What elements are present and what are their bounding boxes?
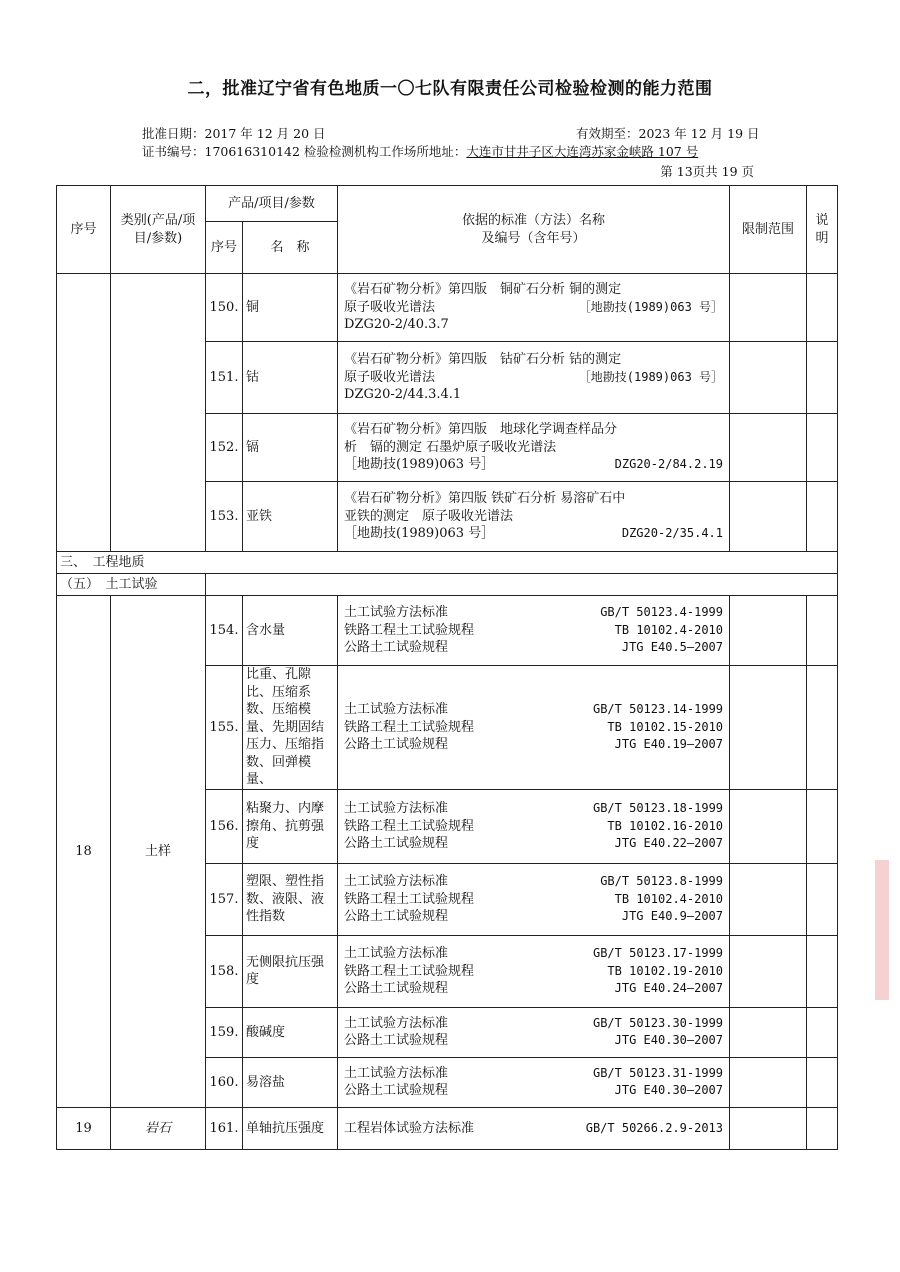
group-seq: 18 bbox=[57, 596, 111, 1108]
note-cell bbox=[807, 789, 838, 863]
category-cell-empty bbox=[111, 274, 206, 552]
page-info: 第 13页共 19 页 bbox=[660, 164, 754, 179]
standard-code: JTG E40.9—2007 bbox=[621, 909, 724, 924]
standard-name: 公路土工试验规程 bbox=[344, 640, 449, 656]
standard-code: GB/T 50123.8-1999 bbox=[600, 874, 724, 888]
standard-line bbox=[344, 456, 723, 474]
standard-line bbox=[344, 299, 723, 317]
header-row-1 bbox=[57, 186, 838, 222]
standard-line bbox=[344, 1082, 723, 1100]
standard-line bbox=[344, 1032, 723, 1050]
header-name: 名 称 bbox=[243, 222, 338, 274]
standard-name: 工程岩体试验方法标准 bbox=[344, 1120, 475, 1136]
standard-name: 土工试验方法标准 bbox=[344, 1065, 449, 1081]
item-number: 150. bbox=[206, 274, 243, 342]
item-number: 156. bbox=[206, 789, 243, 863]
section-engineering-geology: 三、 工程地质 bbox=[57, 552, 838, 574]
subsection-blank bbox=[206, 574, 838, 596]
limit-cell bbox=[730, 414, 807, 482]
standard-code: GB/T 50123.17-1999 bbox=[592, 946, 724, 960]
item-number: 158. bbox=[206, 935, 243, 1007]
item-name: 钴 bbox=[243, 342, 338, 414]
note-cell bbox=[807, 596, 838, 666]
limit-cell bbox=[730, 789, 807, 863]
item-name: 含水量 bbox=[243, 596, 338, 666]
note-cell bbox=[807, 935, 838, 1007]
standard-name: 铁路工程土工试验规程 bbox=[344, 622, 475, 638]
valid-until: 有效期至：2023 年 12 月 19 日 bbox=[576, 126, 760, 141]
standard-name: DZG20-2/44.3.4.1 bbox=[344, 387, 462, 403]
standard-cell bbox=[338, 274, 730, 342]
standard-name: 土工试验方法标准 bbox=[344, 946, 449, 961]
note-cell bbox=[807, 666, 838, 790]
note-cell bbox=[807, 1107, 838, 1149]
note-cell bbox=[807, 1007, 838, 1057]
note-cell bbox=[807, 1057, 838, 1107]
item-number: 160. bbox=[206, 1057, 243, 1107]
standard-name: ［地勘技(1989)063 号］ bbox=[344, 526, 495, 542]
standard-name: 《岩石矿物分析》第四版 地球化学调查样品分 bbox=[344, 422, 618, 438]
standard-name: DZG20-2/40.3.7 bbox=[344, 317, 449, 333]
standard-name: 析 镉的测定 石墨炉原子吸收光谱法 bbox=[344, 439, 557, 455]
header-product: 产品/项目/参数 bbox=[206, 186, 338, 222]
standard-code: JTG E40.30—2007 bbox=[614, 1083, 724, 1098]
stamp-edge-mark bbox=[875, 860, 889, 1000]
standard-line bbox=[344, 873, 723, 891]
standard-name: 公路土工试验规程 bbox=[344, 981, 449, 997]
standard-name: 公路土工试验规程 bbox=[344, 1033, 449, 1049]
item-name: 铜 bbox=[243, 274, 338, 342]
standard-code: GB/T 50123.4-1999 bbox=[600, 605, 724, 620]
standard-cell bbox=[338, 596, 730, 666]
limit-cell bbox=[730, 482, 807, 552]
group-category: 岩石 bbox=[111, 1107, 206, 1149]
standard-name: 土工试验方法标准 bbox=[344, 874, 449, 889]
standard-line bbox=[344, 701, 723, 719]
standard-line bbox=[344, 963, 723, 981]
note-cell bbox=[807, 274, 838, 342]
standard-line bbox=[344, 980, 723, 998]
standard-cell bbox=[338, 414, 730, 482]
limit-cell bbox=[730, 596, 807, 666]
header-sub-seq: 序号 bbox=[206, 222, 243, 274]
standard-code: DZG20-2/35.4.1 bbox=[621, 526, 724, 541]
group-seq: 19 bbox=[57, 1107, 111, 1149]
item-name: 粘聚力、内摩擦角、抗剪强度 bbox=[243, 789, 338, 863]
item-number: 152. bbox=[206, 414, 243, 482]
standard-name: 原子吸收光谱法 bbox=[344, 369, 436, 385]
note-cell bbox=[807, 414, 838, 482]
standard-code: GB/T 50123.31-1999 bbox=[592, 1065, 724, 1080]
standard-code: TB 10102.4-2010 bbox=[614, 622, 724, 637]
standard-name: 《岩石矿物分析》第四版 铜矿石分析 铜的测定 bbox=[344, 282, 622, 298]
standard-line bbox=[344, 908, 723, 926]
standard-line bbox=[344, 818, 723, 836]
standard-code: ［地勘技(1989)063 号］ bbox=[578, 299, 724, 314]
standard-line bbox=[344, 604, 723, 622]
item-name: 比重、孔隙比、压缩系数、压缩模量、先期固结压力、压缩指数、回弹模量、 bbox=[243, 666, 338, 790]
standard-name: 铁路工程土工试验规程 bbox=[344, 963, 475, 979]
standard-line bbox=[344, 525, 723, 543]
standard-name: 《岩石矿物分析》第四版 钴矿石分析 钴的测定 bbox=[344, 352, 622, 368]
standard-code: JTG E40.5—2007 bbox=[621, 640, 724, 655]
note-cell bbox=[807, 863, 838, 935]
standard-line bbox=[344, 639, 723, 657]
standard-cell bbox=[338, 935, 730, 1007]
item-number: 159. bbox=[206, 1007, 243, 1057]
standard-name: 铁路工程土工试验规程 bbox=[344, 818, 475, 834]
limit-cell bbox=[730, 1057, 807, 1107]
standard-code: GB/T 50123.18-1999 bbox=[592, 801, 724, 815]
standard-line bbox=[344, 490, 723, 508]
standard-code: JTG E40.19—2007 bbox=[614, 737, 724, 752]
standard-line bbox=[344, 800, 723, 818]
standard-code: GB/T 50123.14-1999 bbox=[592, 702, 724, 717]
standard-name: 土工试验方法标准 bbox=[344, 801, 449, 816]
note-cell bbox=[807, 482, 838, 552]
standard-line bbox=[344, 891, 723, 909]
standard-line bbox=[344, 386, 723, 404]
header-category: 类别(产品/项目/参数) bbox=[111, 186, 206, 274]
standard-code: JTG E40.30—2007 bbox=[614, 1033, 724, 1048]
standard-line bbox=[344, 281, 723, 299]
standard-name: 公路土工试验规程 bbox=[344, 1083, 449, 1099]
note-cell bbox=[807, 342, 838, 414]
table-row bbox=[57, 596, 838, 666]
header-limit: 限制范围 bbox=[730, 186, 807, 274]
item-number: 161. bbox=[206, 1107, 243, 1149]
standard-name: 亚铁的测定 原子吸收光谱法 bbox=[344, 508, 514, 524]
standard-code: TB 10102.15-2010 bbox=[607, 719, 724, 734]
standard-cell bbox=[338, 482, 730, 552]
standard-cell bbox=[338, 1007, 730, 1057]
standard-name: ［地勘技(1989)063 号］ bbox=[344, 457, 495, 473]
approval-date: 批准日期：2017 年 12 月 20 日 bbox=[142, 126, 326, 141]
standard-code: DZG20-2/84.2.19 bbox=[614, 457, 724, 472]
item-name: 镉 bbox=[243, 414, 338, 482]
table-row bbox=[57, 1107, 838, 1149]
header-standard-line2: 及编号（含年号） bbox=[481, 230, 586, 246]
limit-cell bbox=[730, 666, 807, 790]
item-number: 154. bbox=[206, 596, 243, 666]
item-name: 无侧限抗压强度 bbox=[243, 935, 338, 1007]
standard-line bbox=[344, 719, 723, 737]
header-standard bbox=[338, 186, 730, 274]
cert-prefix: 证书编号：170616310142 检验检测机构工作场所地址： bbox=[142, 144, 467, 159]
group-category: 土样 bbox=[111, 596, 206, 1108]
limit-cell bbox=[730, 342, 807, 414]
standard-line bbox=[344, 622, 723, 640]
item-number: 157. bbox=[206, 863, 243, 935]
item-number: 153. bbox=[206, 482, 243, 552]
standard-cell bbox=[338, 342, 730, 414]
standard-code: TB 10102.19-2010 bbox=[607, 963, 724, 978]
standard-line bbox=[344, 1065, 723, 1083]
header-seq: 序号 bbox=[57, 186, 111, 274]
standard-name: 公路土工试验规程 bbox=[344, 836, 449, 852]
standard-line bbox=[344, 1120, 723, 1138]
standard-line bbox=[344, 508, 723, 526]
standard-cell bbox=[338, 863, 730, 935]
table-row bbox=[57, 274, 838, 342]
limit-cell bbox=[730, 935, 807, 1007]
standard-line bbox=[344, 736, 723, 754]
item-name: 单轴抗压强度 bbox=[243, 1107, 338, 1149]
standard-line bbox=[344, 439, 723, 457]
standard-name: 原子吸收光谱法 bbox=[344, 299, 436, 315]
standard-code: GB/T 50266.2.9-2013 bbox=[585, 1120, 724, 1135]
standard-name: 土工试验方法标准 bbox=[344, 702, 449, 718]
item-number: 155. bbox=[206, 666, 243, 790]
subsection-row bbox=[57, 574, 838, 596]
standard-line bbox=[344, 369, 723, 387]
item-name: 塑限、塑性指数、液限、液性指数 bbox=[243, 863, 338, 935]
standard-code: JTG E40.24—2007 bbox=[614, 981, 724, 996]
certificate-line bbox=[142, 142, 698, 160]
standard-code: TB 10102.4-2010 bbox=[614, 891, 724, 906]
standard-cell bbox=[338, 1057, 730, 1107]
standard-name: 《岩石矿物分析》第四版 铁矿石分析 易溶矿石中 bbox=[344, 491, 626, 507]
standard-cell bbox=[338, 1107, 730, 1149]
standard-line bbox=[344, 316, 723, 334]
standard-name: 土工试验方法标准 bbox=[344, 605, 449, 621]
address: 大连市甘井子区大连湾苏家金峡路 107 号 bbox=[466, 144, 699, 159]
standard-name: 公路土工试验规程 bbox=[344, 909, 449, 925]
standard-line bbox=[344, 1015, 723, 1033]
item-name: 酸碱度 bbox=[243, 1007, 338, 1057]
standard-cell bbox=[338, 666, 730, 790]
standard-line bbox=[344, 835, 723, 853]
standard-code: GB/T 50123.30-1999 bbox=[592, 1015, 724, 1030]
seq-cell-empty bbox=[57, 274, 111, 552]
standard-name: 铁路工程土工试验规程 bbox=[344, 719, 475, 735]
limit-cell bbox=[730, 1007, 807, 1057]
page-title: 二，批准辽宁省有色地质一〇七队有限责任公司检验检测的能力范围 bbox=[187, 79, 713, 99]
standard-name: 公路土工试验规程 bbox=[344, 737, 449, 753]
header-standard-line1: 依据的标准（方法）名称 bbox=[462, 212, 606, 228]
standard-line bbox=[344, 945, 723, 963]
standard-cell bbox=[338, 789, 730, 863]
limit-cell bbox=[730, 274, 807, 342]
capability-table bbox=[56, 185, 838, 1150]
limit-cell bbox=[730, 1107, 807, 1149]
item-name: 亚铁 bbox=[243, 482, 338, 552]
item-name: 易溶盐 bbox=[243, 1057, 338, 1107]
limit-cell bbox=[730, 863, 807, 935]
section-row bbox=[57, 552, 838, 574]
standard-code: TB 10102.16-2010 bbox=[607, 818, 724, 833]
standard-code: JTG E40.22—2007 bbox=[614, 836, 724, 851]
subsection-soil-test: （五） 土工试验 bbox=[57, 574, 206, 596]
standard-line bbox=[344, 351, 723, 369]
standard-name: 铁路工程土工试验规程 bbox=[344, 891, 475, 907]
item-number: 151. bbox=[206, 342, 243, 414]
header-note: 说明 bbox=[807, 186, 838, 274]
standard-name: 土工试验方法标准 bbox=[344, 1015, 449, 1031]
standard-code: ［地勘技(1989)063 号］ bbox=[578, 369, 724, 384]
standard-line bbox=[344, 421, 723, 439]
